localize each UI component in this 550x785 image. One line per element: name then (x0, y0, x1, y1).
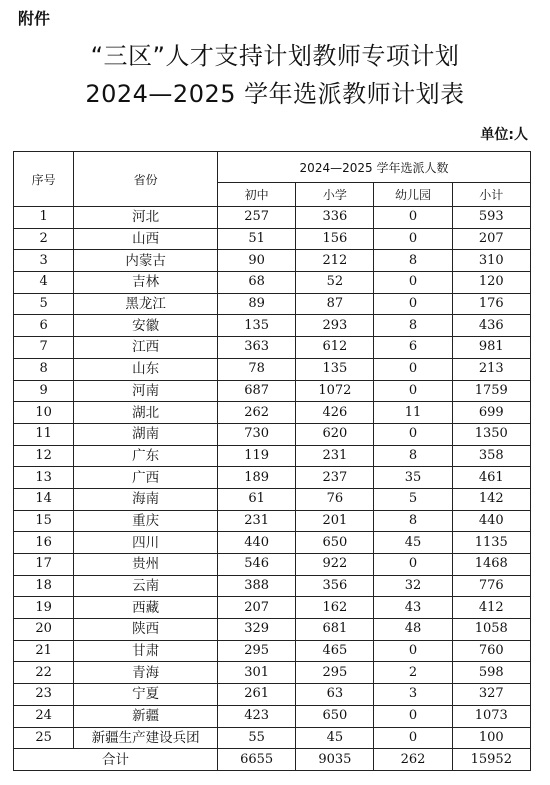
row-primary: 87 (296, 293, 374, 315)
row-subtotal: 358 (452, 445, 530, 467)
row-kindergarten: 5 (374, 488, 452, 510)
row-province: 宁夏 (74, 684, 218, 706)
row-subtotal: 100 (452, 727, 530, 749)
row-subtotal: 598 (452, 662, 530, 684)
row-subtotal: 436 (452, 315, 530, 337)
row-primary: 237 (296, 467, 374, 489)
row-province: 重庆 (74, 510, 218, 532)
header-group: 2024—2025 学年选派人数 (218, 152, 531, 183)
row-kindergarten: 43 (374, 597, 452, 619)
row-province: 甘肃 (74, 640, 218, 662)
row-subtotal: 1135 (452, 532, 530, 554)
row-junior: 89 (218, 293, 296, 315)
table-row (14, 272, 531, 294)
row-province: 西藏 (74, 597, 218, 619)
row-subtotal: 1350 (452, 423, 530, 445)
teacher-plan-table (13, 151, 531, 771)
table-row (14, 337, 531, 359)
row-junior: 61 (218, 488, 296, 510)
row-junior: 231 (218, 510, 296, 532)
row-primary: 336 (296, 207, 374, 229)
table-row (14, 554, 531, 576)
row-kindergarten: 0 (374, 640, 452, 662)
attachment-label: 附件 (18, 9, 51, 28)
row-subtotal: 776 (452, 575, 530, 597)
row-province: 新疆 (74, 705, 218, 727)
table-row (14, 597, 531, 619)
subheader-subtotal: 小计 (452, 183, 530, 207)
row-subtotal: 120 (452, 272, 530, 294)
total-label: 合计 (14, 749, 218, 771)
row-primary: 465 (296, 640, 374, 662)
row-province: 江西 (74, 337, 218, 359)
row-province: 安徽 (74, 315, 218, 337)
row-primary: 681 (296, 619, 374, 641)
row-subtotal: 207 (452, 228, 530, 250)
table-row (14, 207, 531, 229)
row-primary: 356 (296, 575, 374, 597)
row-kindergarten: 32 (374, 575, 452, 597)
row-province: 山东 (74, 358, 218, 380)
row-index: 21 (14, 640, 74, 662)
row-primary: 295 (296, 662, 374, 684)
row-primary: 620 (296, 423, 374, 445)
row-junior: 90 (218, 250, 296, 272)
table-row (14, 640, 531, 662)
row-junior: 261 (218, 684, 296, 706)
row-kindergarten: 0 (374, 207, 452, 229)
table-row (14, 402, 531, 424)
row-kindergarten: 0 (374, 727, 452, 749)
document-title-line1: “三区”人才支持计划教师专项计划 (90, 42, 460, 70)
row-province: 黑龙江 (74, 293, 218, 315)
row-index: 15 (14, 510, 74, 532)
table-row (14, 662, 531, 684)
row-kindergarten: 0 (374, 554, 452, 576)
row-subtotal: 1759 (452, 380, 530, 402)
table-row (14, 467, 531, 489)
row-index: 20 (14, 619, 74, 641)
table-row (14, 445, 531, 467)
subheader-kindergarten: 幼儿园 (374, 183, 452, 207)
row-province: 山西 (74, 228, 218, 250)
row-province: 陕西 (74, 619, 218, 641)
row-subtotal: 412 (452, 597, 530, 619)
row-junior: 546 (218, 554, 296, 576)
row-kindergarten: 8 (374, 315, 452, 337)
row-subtotal: 1468 (452, 554, 530, 576)
row-province: 青海 (74, 662, 218, 684)
table-row (14, 510, 531, 532)
row-kindergarten: 0 (374, 272, 452, 294)
row-junior: 78 (218, 358, 296, 380)
row-primary: 135 (296, 358, 374, 380)
row-kindergarten: 0 (374, 358, 452, 380)
row-index: 2 (14, 228, 74, 250)
unit-label: 单位:人 (480, 127, 528, 143)
row-primary: 45 (296, 727, 374, 749)
row-index: 10 (14, 402, 74, 424)
table-row (14, 250, 531, 272)
row-subtotal: 593 (452, 207, 530, 229)
table-row (14, 684, 531, 706)
row-province: 内蒙古 (74, 250, 218, 272)
row-kindergarten: 45 (374, 532, 452, 554)
row-province: 湖北 (74, 402, 218, 424)
total-kindergarten: 262 (374, 749, 452, 771)
row-province: 湖南 (74, 423, 218, 445)
row-junior: 730 (218, 423, 296, 445)
row-index: 5 (14, 293, 74, 315)
row-junior: 119 (218, 445, 296, 467)
row-subtotal: 1058 (452, 619, 530, 641)
row-junior: 423 (218, 705, 296, 727)
row-index: 3 (14, 250, 74, 272)
total-junior: 6655 (218, 749, 296, 771)
row-index: 12 (14, 445, 74, 467)
row-subtotal: 981 (452, 337, 530, 359)
row-kindergarten: 35 (374, 467, 452, 489)
row-province: 河北 (74, 207, 218, 229)
subheader-primary: 小学 (296, 183, 374, 207)
row-primary: 922 (296, 554, 374, 576)
row-province: 新疆生产建设兵团 (74, 727, 218, 749)
table-row (14, 619, 531, 641)
row-primary: 650 (296, 705, 374, 727)
row-primary: 426 (296, 402, 374, 424)
row-index: 24 (14, 705, 74, 727)
row-primary: 293 (296, 315, 374, 337)
row-primary: 201 (296, 510, 374, 532)
row-junior: 68 (218, 272, 296, 294)
row-index: 11 (14, 423, 74, 445)
row-index: 14 (14, 488, 74, 510)
row-kindergarten: 0 (374, 228, 452, 250)
row-kindergarten: 11 (374, 402, 452, 424)
table-row (14, 575, 531, 597)
table-row (14, 423, 531, 445)
row-subtotal: 213 (452, 358, 530, 380)
row-junior: 687 (218, 380, 296, 402)
row-index: 4 (14, 272, 74, 294)
row-subtotal: 176 (452, 293, 530, 315)
row-province: 河南 (74, 380, 218, 402)
row-index: 23 (14, 684, 74, 706)
row-subtotal: 142 (452, 488, 530, 510)
row-subtotal: 760 (452, 640, 530, 662)
row-index: 1 (14, 207, 74, 229)
table-row (14, 358, 531, 380)
total-subtotal: 15952 (452, 749, 530, 771)
row-kindergarten: 8 (374, 510, 452, 532)
row-index: 17 (14, 554, 74, 576)
row-junior: 329 (218, 619, 296, 641)
row-kindergarten: 0 (374, 293, 452, 315)
row-province: 四川 (74, 532, 218, 554)
row-index: 25 (14, 727, 74, 749)
row-junior: 257 (218, 207, 296, 229)
row-province: 海南 (74, 488, 218, 510)
document-title-line2: 2024—2025 学年选派教师计划表 (85, 80, 465, 108)
total-primary: 9035 (296, 749, 374, 771)
row-kindergarten: 0 (374, 705, 452, 727)
row-province: 贵州 (74, 554, 218, 576)
row-junior: 440 (218, 532, 296, 554)
table-row (14, 380, 531, 402)
row-subtotal: 310 (452, 250, 530, 272)
header-province: 省份 (74, 152, 218, 207)
row-primary: 156 (296, 228, 374, 250)
row-kindergarten: 6 (374, 337, 452, 359)
row-index: 6 (14, 315, 74, 337)
row-index: 18 (14, 575, 74, 597)
row-province: 广西 (74, 467, 218, 489)
header-index: 序号 (14, 152, 74, 207)
row-junior: 51 (218, 228, 296, 250)
row-index: 22 (14, 662, 74, 684)
row-junior: 388 (218, 575, 296, 597)
table-row (14, 228, 531, 250)
row-junior: 189 (218, 467, 296, 489)
table-row (14, 293, 531, 315)
row-index: 8 (14, 358, 74, 380)
row-primary: 162 (296, 597, 374, 619)
row-index: 19 (14, 597, 74, 619)
row-primary: 612 (296, 337, 374, 359)
table-row (14, 705, 531, 727)
row-primary: 212 (296, 250, 374, 272)
row-kindergarten: 48 (374, 619, 452, 641)
row-junior: 135 (218, 315, 296, 337)
row-index: 13 (14, 467, 74, 489)
row-index: 16 (14, 532, 74, 554)
row-subtotal: 327 (452, 684, 530, 706)
row-kindergarten: 0 (374, 380, 452, 402)
row-index: 9 (14, 380, 74, 402)
row-province: 广东 (74, 445, 218, 467)
row-primary: 52 (296, 272, 374, 294)
table-row (14, 727, 531, 749)
row-junior: 295 (218, 640, 296, 662)
table-row (14, 532, 531, 554)
row-junior: 262 (218, 402, 296, 424)
subheader-junior: 初中 (218, 183, 296, 207)
row-junior: 363 (218, 337, 296, 359)
row-junior: 55 (218, 727, 296, 749)
table-row (14, 488, 531, 510)
row-index: 7 (14, 337, 74, 359)
row-primary: 1072 (296, 380, 374, 402)
row-subtotal: 699 (452, 402, 530, 424)
row-junior: 301 (218, 662, 296, 684)
row-kindergarten: 8 (374, 445, 452, 467)
total-row (14, 749, 531, 771)
row-subtotal: 461 (452, 467, 530, 489)
row-primary: 76 (296, 488, 374, 510)
row-primary: 63 (296, 684, 374, 706)
row-junior: 207 (218, 597, 296, 619)
row-kindergarten: 8 (374, 250, 452, 272)
row-kindergarten: 2 (374, 662, 452, 684)
row-primary: 650 (296, 532, 374, 554)
table-row (14, 315, 531, 337)
row-province: 云南 (74, 575, 218, 597)
row-subtotal: 440 (452, 510, 530, 532)
row-subtotal: 1073 (452, 705, 530, 727)
row-province: 吉林 (74, 272, 218, 294)
row-primary: 231 (296, 445, 374, 467)
row-kindergarten: 0 (374, 423, 452, 445)
row-kindergarten: 3 (374, 684, 452, 706)
